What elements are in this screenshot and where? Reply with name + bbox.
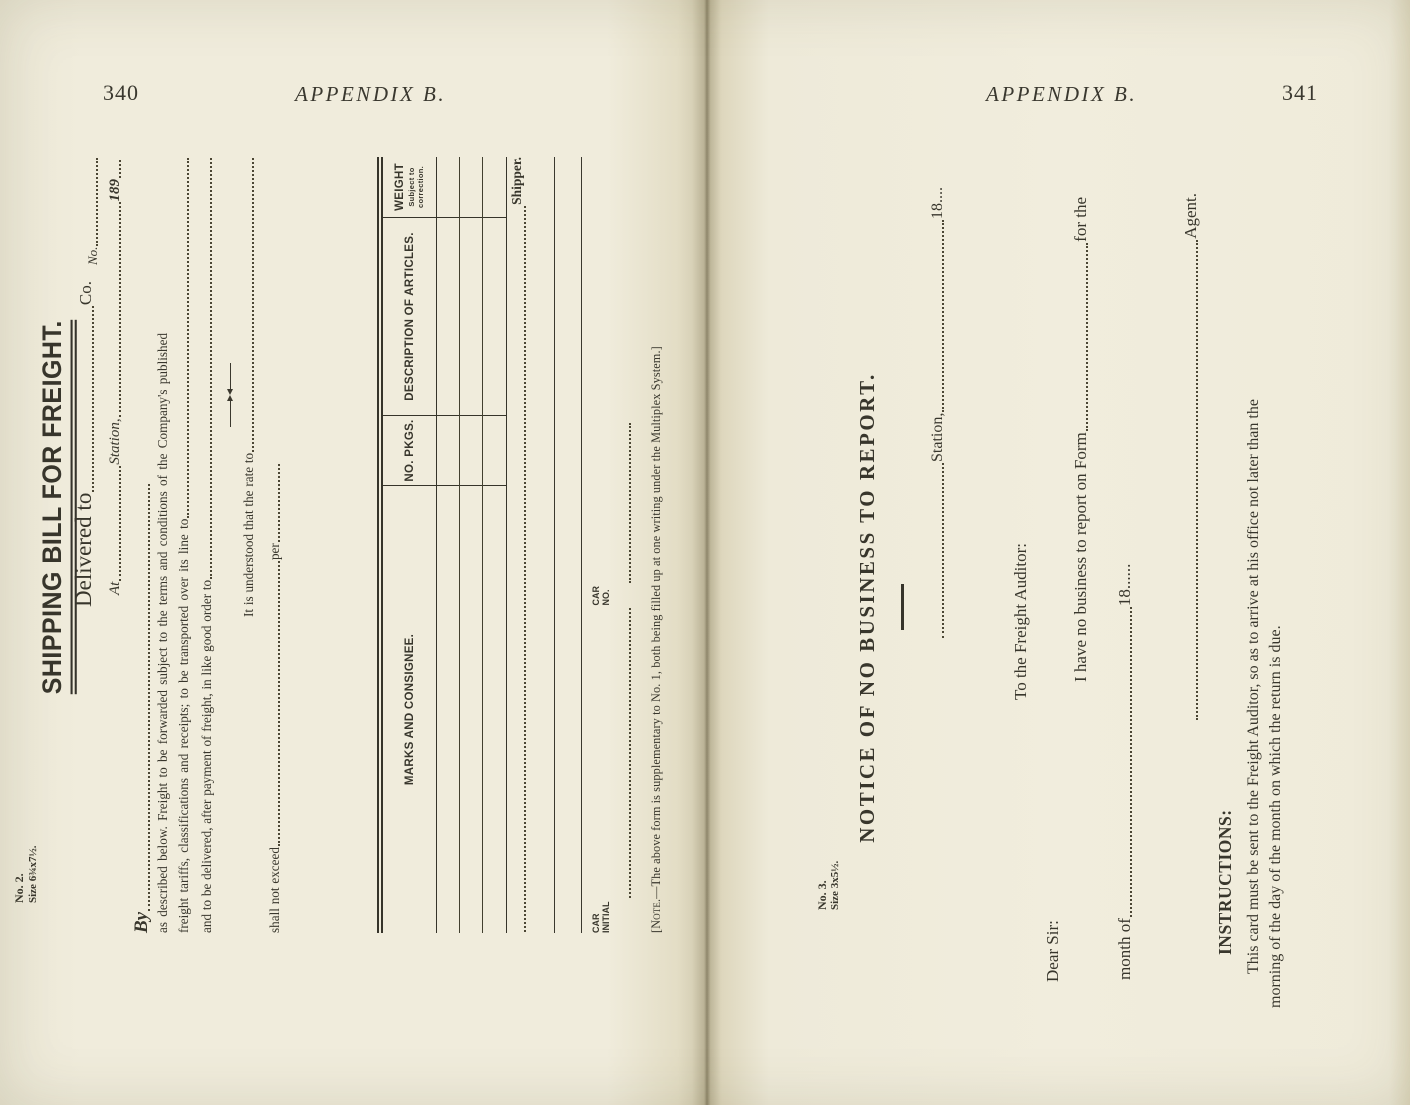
car-no-label: CAR NO. <box>591 586 612 606</box>
form-title: SHIPPING BILL FOR FREIGHT. <box>36 320 77 694</box>
shipper-blank <box>524 206 526 932</box>
car-initial-label: CAR INITIAL <box>591 901 612 933</box>
form-title-bar <box>855 165 880 1050</box>
table-row <box>460 157 483 933</box>
instructions-label: INSTRUCTIONS: <box>1215 809 1235 955</box>
blank-rule-line <box>562 157 582 933</box>
form-number: No. 2. <box>12 873 26 903</box>
rate-clause-line <box>241 157 257 933</box>
shipping-bill-form <box>13 155 670 935</box>
station-blank <box>119 203 121 418</box>
agent-blank <box>1196 240 1198 720</box>
blank-rule-line <box>535 157 555 933</box>
salutation: Dear Sir: <box>1043 920 1062 982</box>
by-label: By <box>131 911 152 933</box>
table-row <box>437 157 460 933</box>
weight-sublabel: Subject to correction. <box>407 165 425 209</box>
at-blank <box>119 466 121 581</box>
by-line <box>131 483 153 933</box>
form-number-block <box>13 846 39 903</box>
note-prefix: [Note. <box>649 898 663 933</box>
running-head-left: APPENDIX B. <box>295 82 447 106</box>
form-size: Size 3x5½. <box>829 860 842 910</box>
title-rule <box>901 585 904 631</box>
exceed-blank <box>278 561 280 846</box>
column-header-pkgs: NO. PKGS. <box>383 415 436 485</box>
body-line-1 <box>1071 197 1091 682</box>
delivery-clause-line <box>199 157 215 933</box>
bill-number-blank <box>96 158 98 246</box>
agent-signature-line <box>1181 193 1201 721</box>
shipping-bill-form-content <box>13 155 670 935</box>
year-blank <box>119 160 121 178</box>
column-header-weight <box>383 157 436 217</box>
body-end-text: for the <box>1071 197 1090 242</box>
form-note <box>649 157 664 933</box>
car-line <box>591 157 631 933</box>
company-suffix: Co. <box>76 281 95 306</box>
date-blank <box>942 220 944 412</box>
delivery-clause-text: and to be delivered, after payment of freight, in like good order to <box>199 579 214 933</box>
station-label: Station, <box>107 418 123 465</box>
form-number: No. 3. <box>815 880 829 910</box>
station-blank <box>942 463 944 638</box>
exceed-clause-line <box>267 463 283 933</box>
form-title: NOTICE OF NO BUSINESS TO REPORT. <box>855 372 879 843</box>
clause-line-1: as described below. Freight to be forwarded subject to the terms and conditions of the Company's published <box>155 332 170 933</box>
no-business-notice-form <box>815 165 1300 1050</box>
clause-line-2-text: freight tariffs, classifications and receipts; to be transported over its line to <box>176 518 191 933</box>
table-row <box>483 157 506 933</box>
page-341 <box>706 0 1410 1105</box>
arrow-left-icon <box>227 389 233 395</box>
station-label: Station, <box>929 412 946 462</box>
weight-label: WEIGHT <box>394 163 406 211</box>
delivered-to-label: Delivered to <box>71 492 96 607</box>
station-date-line <box>929 187 947 639</box>
no-business-notice-content <box>815 165 1305 1050</box>
exceed-clause-text: shall not exceed <box>267 847 282 933</box>
by-blank <box>148 484 150 911</box>
shipper-signature-line <box>509 157 529 933</box>
freight-table-header <box>383 157 437 933</box>
station-date-line <box>107 159 124 595</box>
running-head-right: APPENDIX B. <box>986 82 1138 106</box>
date-year: 18.... <box>929 187 946 219</box>
form-number-block <box>815 861 843 910</box>
instructions-line-2: morning of the day of the month on which the return is due. <box>1267 625 1284 1008</box>
note-text: —The above form is supplementary to No. 1, both being filled up at one writing under the Multiplex System.] <box>649 346 663 899</box>
body-line-2 <box>1115 544 1135 980</box>
form-size: Size 6¾x7½. <box>26 845 39 903</box>
year-prefix: 189 <box>107 179 123 202</box>
delivery-clause-blank <box>210 158 212 579</box>
printer-arrow-mark <box>225 363 235 427</box>
column-header-marks: MARKS AND CONSIGNEE. <box>383 485 436 933</box>
page-number-left: 340 <box>103 80 139 105</box>
shipper-label: Shipper. <box>509 157 524 205</box>
clause-line-2 <box>176 157 192 933</box>
freight-table <box>377 157 507 933</box>
agent-label: Agent. <box>1181 193 1200 239</box>
bill-number-line <box>85 157 101 265</box>
per-label: per <box>267 543 282 561</box>
delivered-to-blank <box>92 306 94 492</box>
arrow-right-icon <box>227 395 233 401</box>
at-label: At <box>107 581 123 595</box>
body-start-text: I have no business to report on Form <box>1071 432 1090 682</box>
clause-line-2-blank <box>187 158 189 518</box>
addressee-line: To the Freight Auditor: <box>1011 543 1030 700</box>
column-header-description: DESCRIPTION OF ARTICLES. <box>383 217 436 415</box>
car-initial-blank <box>613 609 631 899</box>
bill-number-label: No. <box>85 246 100 265</box>
month-label: month of <box>1115 918 1134 980</box>
per-blank <box>278 464 280 542</box>
month-blank <box>1130 607 1132 917</box>
page-number-right: 341 <box>1282 80 1318 105</box>
rate-clause-blank <box>252 158 254 452</box>
mark-line-right <box>230 363 231 389</box>
month-year: 18...... <box>1115 563 1134 607</box>
mark-line-left <box>230 401 231 427</box>
form-number-blank <box>1086 243 1088 431</box>
delivered-to-line <box>71 281 97 607</box>
instructions-line-1: This card must be sent to the Freight Auditor, so as to arrive at his office not later than the <box>1245 399 1262 974</box>
rate-clause-text: It is understood that the rate to <box>241 452 256 617</box>
car-no-blank <box>613 423 631 583</box>
